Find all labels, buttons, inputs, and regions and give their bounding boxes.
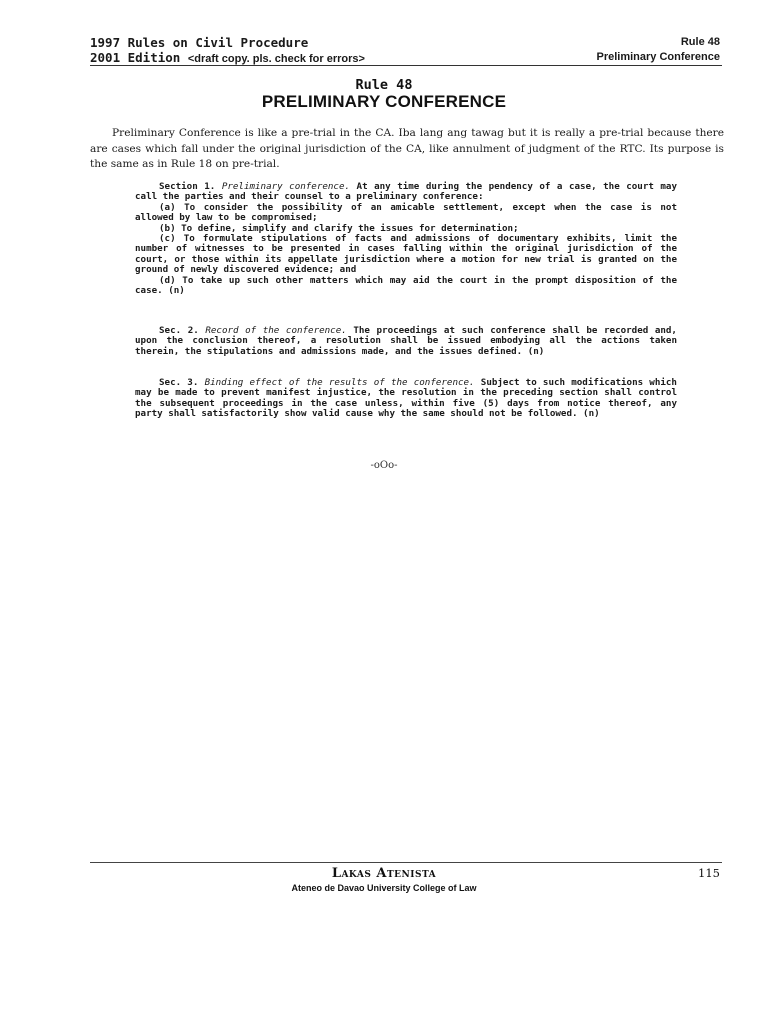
section-3-caption: Binding effect of the results of the conference. — [204, 377, 475, 388]
section-1-caption: Preliminary conference. — [221, 181, 351, 192]
end-of-rule-separator: -oOo- — [370, 460, 398, 471]
header-book-title: 1997 Rules on Civil Procedure — [90, 35, 309, 50]
footer-divider — [90, 862, 722, 863]
footer-institution: Ateneo de Davao University College of Law — [291, 883, 477, 893]
section-2-paragraph — [135, 326, 677, 357]
section-1-item-c: (c) To formulate stipulations of facts and admissions of documentary exhibits, limit the number of witnesses to be presented in cases falling within the original jurisdiction of the court, or those within its appellate jurisdiction where a motion for new trial is granted on the ground of newly discovered evidence; and — [135, 233, 677, 276]
section-2-number: Sec. 2. — [159, 325, 199, 336]
header-rule-number: Rule 48 — [680, 36, 720, 48]
section-3-number: Sec. 3. — [159, 377, 199, 388]
section-1-item-d: (d) To take up such other matters which may aid the court in the prompt disposition of the case. (n) — [135, 274, 677, 297]
running-header-left — [90, 35, 365, 67]
section-1-lead-paragraph — [135, 182, 677, 203]
section-2-text: The proceedings at such conference shall be recorded and, upon the conclusion thereof, a resolution shall be issued embodying all the actions taken therein, the stipulations and admissions made, and the issues defined. (n) — [135, 325, 677, 357]
header-rule-name: Preliminary Conference — [596, 51, 720, 63]
section-1-item-b: (b) To define, simplify and clarify the issues for determination; — [159, 222, 519, 234]
section-2-caption: Record of the conference. — [205, 325, 347, 336]
section-1-number: Section 1. — [159, 181, 216, 192]
section-3 — [135, 378, 677, 420]
running-header-right — [597, 35, 721, 65]
section-1-item-a: (a) To consider the possibility of an amicable settlement, except when the case is not allowed by law to be compromised; — [135, 201, 677, 224]
rule-title-heading: PRELIMINARY CONFERENCE — [261, 92, 507, 111]
section-1 — [135, 182, 677, 296]
header-divider — [90, 65, 722, 66]
rule-number-heading: Rule 48 — [355, 77, 413, 93]
section-1-lead: At any time during the pendency of a case, the court may call the parties and their counsel to a preliminary conference: — [135, 181, 677, 203]
section-2 — [135, 326, 677, 357]
header-edition: 2001 Edition — [90, 50, 181, 65]
section-3-paragraph — [135, 378, 677, 420]
page-number: 115 — [698, 866, 720, 880]
intro-paragraph: Preliminary Conference is like a pre-trial in the CA. Iba lang ang tawag but it is really a pre-trial because there are cases which fall under the original jurisdiction of the CA, like annulment of judgment of the RTC. Its purpose is the same as in Rule 18 on pre-trial. — [90, 127, 724, 170]
section-3-text: Subject to such modifications which may be made to prevent manifest injustice, the resolution in the preceding section shall control the subsequent proceedings in the case unless, within five (5) days from notice thereof, any party shall satisfactorily show valid cause why the same should not be followed. (n) — [135, 377, 677, 420]
header-draft-note: <draft copy. pls. check for errors> — [187, 53, 365, 65]
footer-brand: Lakas Atenista — [331, 866, 437, 881]
